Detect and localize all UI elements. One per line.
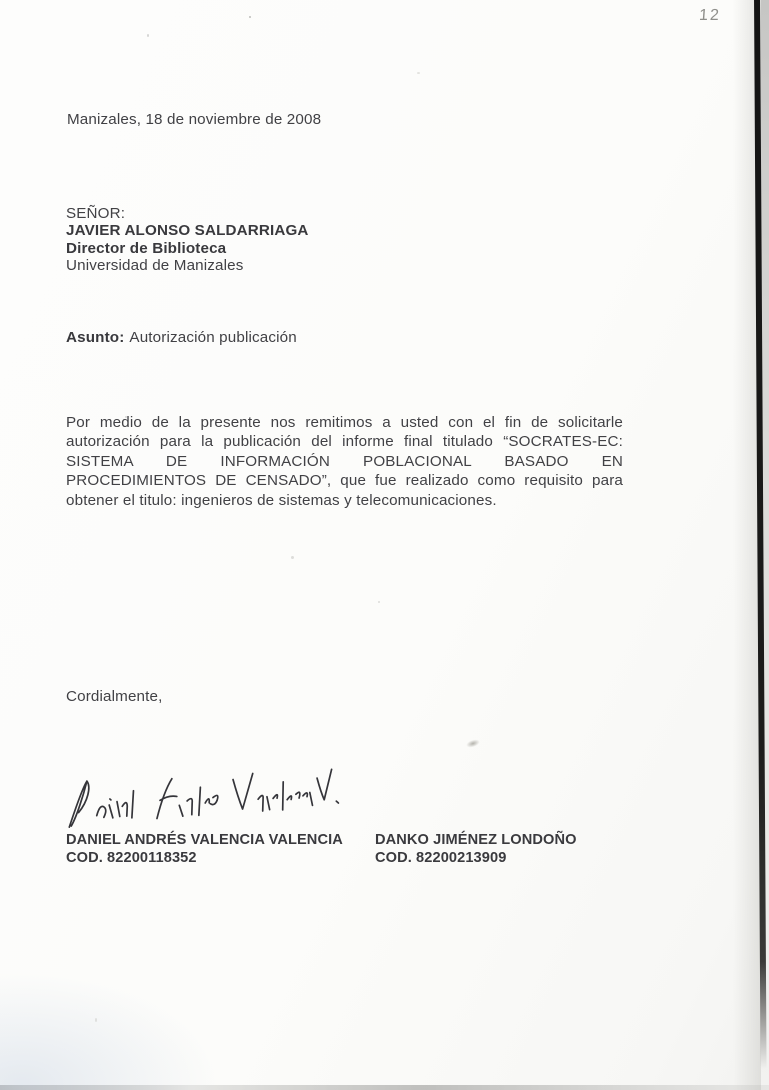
scan-speck xyxy=(249,16,251,18)
body-line: SISTEMA DE INFORMACIÓN POBLACIONAL BASADO EN xyxy=(66,452,623,470)
recipient-block xyxy=(66,205,309,274)
scan-speck xyxy=(378,601,380,603)
body-line: Por medio de la presente nos remitimos a usted con el fin de solicitarle xyxy=(66,414,623,431)
recipient-name: JAVIER ALONSO SALDARRIAGA xyxy=(66,222,309,240)
body-line: autorización para la publicación del informe final titulado “SOCRATES-EC: xyxy=(66,433,623,451)
scan-speck xyxy=(147,34,149,37)
page-number-mark: 12 xyxy=(698,7,722,24)
scan-corner-tint xyxy=(0,970,220,1090)
scan-speck xyxy=(95,1018,97,1022)
recipient-title: Director de Biblioteca xyxy=(66,239,227,257)
body-line: PROCEDIMIENTOS DE CENSADO”, que fue realizado como requisito para xyxy=(66,472,623,490)
date-line: Manizales, 18 de noviembre de 2008 xyxy=(67,111,322,128)
signature-icon xyxy=(58,768,353,830)
recipient-organization: Universidad de Manizales xyxy=(66,256,244,274)
signer-code: COD. 82200118352 xyxy=(66,849,197,866)
scan-speck xyxy=(291,556,294,559)
signer-block xyxy=(375,832,577,867)
signer-block xyxy=(66,832,343,867)
signer-name: DANIEL ANDRÉS VALENCIA VALENCIA xyxy=(66,832,343,848)
body-line: obtener el titulo: ingenieros de sistemas y telecomunicaciones. xyxy=(66,491,497,509)
signer-code: COD. 82200213909 xyxy=(375,849,507,866)
scan-smudge xyxy=(465,738,480,749)
subject-line xyxy=(66,329,297,346)
subject-label: Asunto: xyxy=(66,329,125,346)
signer-name: DANKO JIMÉNEZ LONDOÑO xyxy=(375,832,577,848)
closing-line: Cordialmente, xyxy=(66,688,163,705)
handwritten-signature xyxy=(58,768,353,835)
subject-text: Autorización publicación xyxy=(129,329,297,346)
recipient-salutation: SEÑOR: xyxy=(66,205,126,222)
body-paragraph xyxy=(66,413,623,510)
scan-speck xyxy=(417,72,420,74)
